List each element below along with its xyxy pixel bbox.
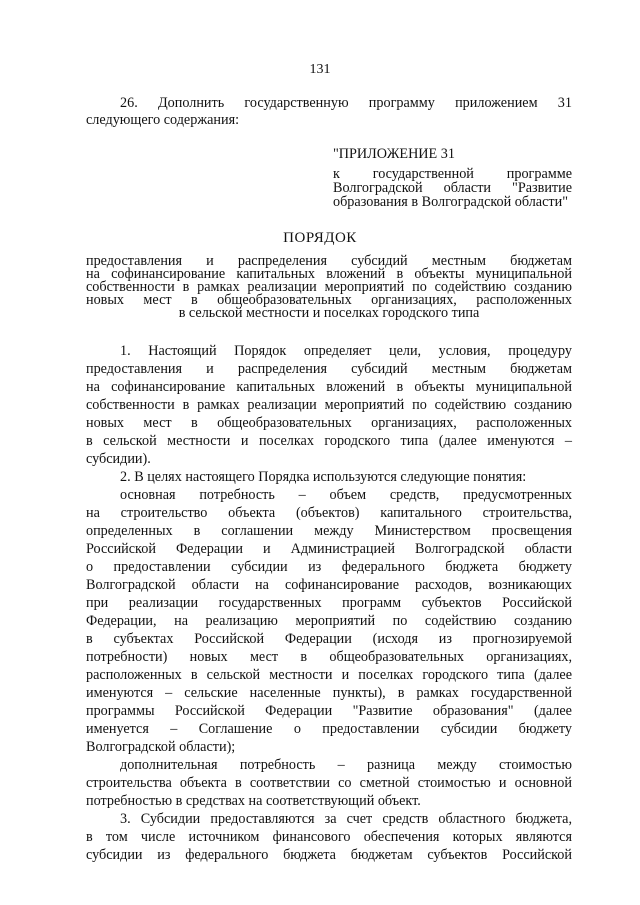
body-line-3: на софинансирование капитальных вложений в объекты муниципальной — [86, 379, 572, 395]
body-line-18: потребности) новых мест в общеобразовательных организациях, — [86, 649, 572, 665]
body-line-25: строительства объекта в соответствии со сметной стоимостью и основной — [86, 775, 572, 791]
body-line-20: именуются – сельские населенные пункты), в рамках государственной — [86, 685, 572, 701]
intro-line-1: 26. Дополнить государственную программу приложением 31 — [120, 95, 572, 111]
body-line-14: Волгоградской области на софинансирование расходов, возникающих — [86, 577, 572, 593]
appendix-line-1: к государственной программе — [333, 166, 572, 182]
body-line-11: определенных в соглашении между Министерством просвещения — [86, 523, 572, 539]
body-line-29: субсидии из федерального бюджета бюджетам субъектов Российской — [86, 847, 572, 863]
body-line-5: новых мест в общеобразовательных организациях, расположенных — [86, 415, 572, 431]
body-line-28: в том числе источником финансового обеспечения которых являются — [86, 829, 572, 845]
intro-line-2: следующего содержания: — [86, 112, 240, 128]
body-line-24: дополнительная потребность – разница между стоимостью — [120, 757, 572, 773]
body-line-12: Российской Федерации и Администрацией Волгоградской области — [86, 541, 572, 557]
subtitle-line-5: в сельской местности и поселках городского типа — [178, 305, 480, 321]
subtitle-line-3: собственности в рамках реализации мероприятий по содействию созданию — [86, 279, 572, 295]
body-line-4: собственности в рамках реализации мероприятий по содействию созданию — [86, 397, 572, 413]
body-line-26: потребностью в средствах на соответствующий объект. — [86, 793, 421, 809]
body-line-27: 3. Субсидии предоставляются за счет средств областного бюджета, — [120, 811, 572, 827]
body-line-9: основная потребность – объем средств, предусмотренных — [120, 487, 572, 503]
body-line-13: о предоставлении субсидии из федерального бюджета бюджету — [86, 559, 572, 575]
body-line-8: 2. В целях настоящего Порядка используются следующие понятия: — [120, 469, 527, 485]
body-line-21: программы Российской Федерации "Развитие образования" (далее — [86, 703, 572, 719]
body-line-7: субсидии). — [86, 451, 151, 467]
subtitle-line-2: на софинансирование капитальных вложений в объекты муниципальной — [86, 266, 572, 282]
body-line-1: 1. Настоящий Порядок определяет цели, условия, процедуру — [120, 343, 572, 359]
body-line-15: при реализации государственных программ субъектов Российской — [86, 595, 572, 611]
document-heading: ПОРЯДОК — [283, 230, 357, 246]
body-line-17: в субъектах Российской Федерации (исходя из прогнозируемой — [86, 631, 572, 647]
subtitle-line-1: предоставления и распределения субсидий местным бюджетам — [86, 253, 572, 269]
subtitle-line-4: новых мест в общеобразовательных организациях, расположенных — [86, 292, 572, 308]
appendix-title: "ПРИЛОЖЕНИЕ 31 — [333, 146, 455, 162]
body-line-19: расположенных в сельской местности и поселках городского типа (далее — [86, 667, 572, 683]
appendix-line-2: Волгоградской области "Развитие — [333, 180, 572, 196]
body-line-22: именуется – Соглашение о предоставлении субсидии бюджету — [86, 721, 572, 737]
page-number: 131 — [309, 62, 331, 77]
body-line-6: в сельской местности и поселках городского типа (далее именуются – — [86, 433, 572, 449]
appendix-line-3: образования в Волгоградской области" — [333, 194, 568, 210]
body-line-2: предоставления и распределения субсидий местным бюджетам — [86, 361, 572, 377]
body-line-23: Волгоградской области); — [86, 739, 236, 755]
body-line-16: Федерации, на реализацию мероприятий по содействию созданию — [86, 613, 572, 629]
body-line-10: на строительство объекта (объектов) капитального строительства, — [86, 505, 572, 521]
